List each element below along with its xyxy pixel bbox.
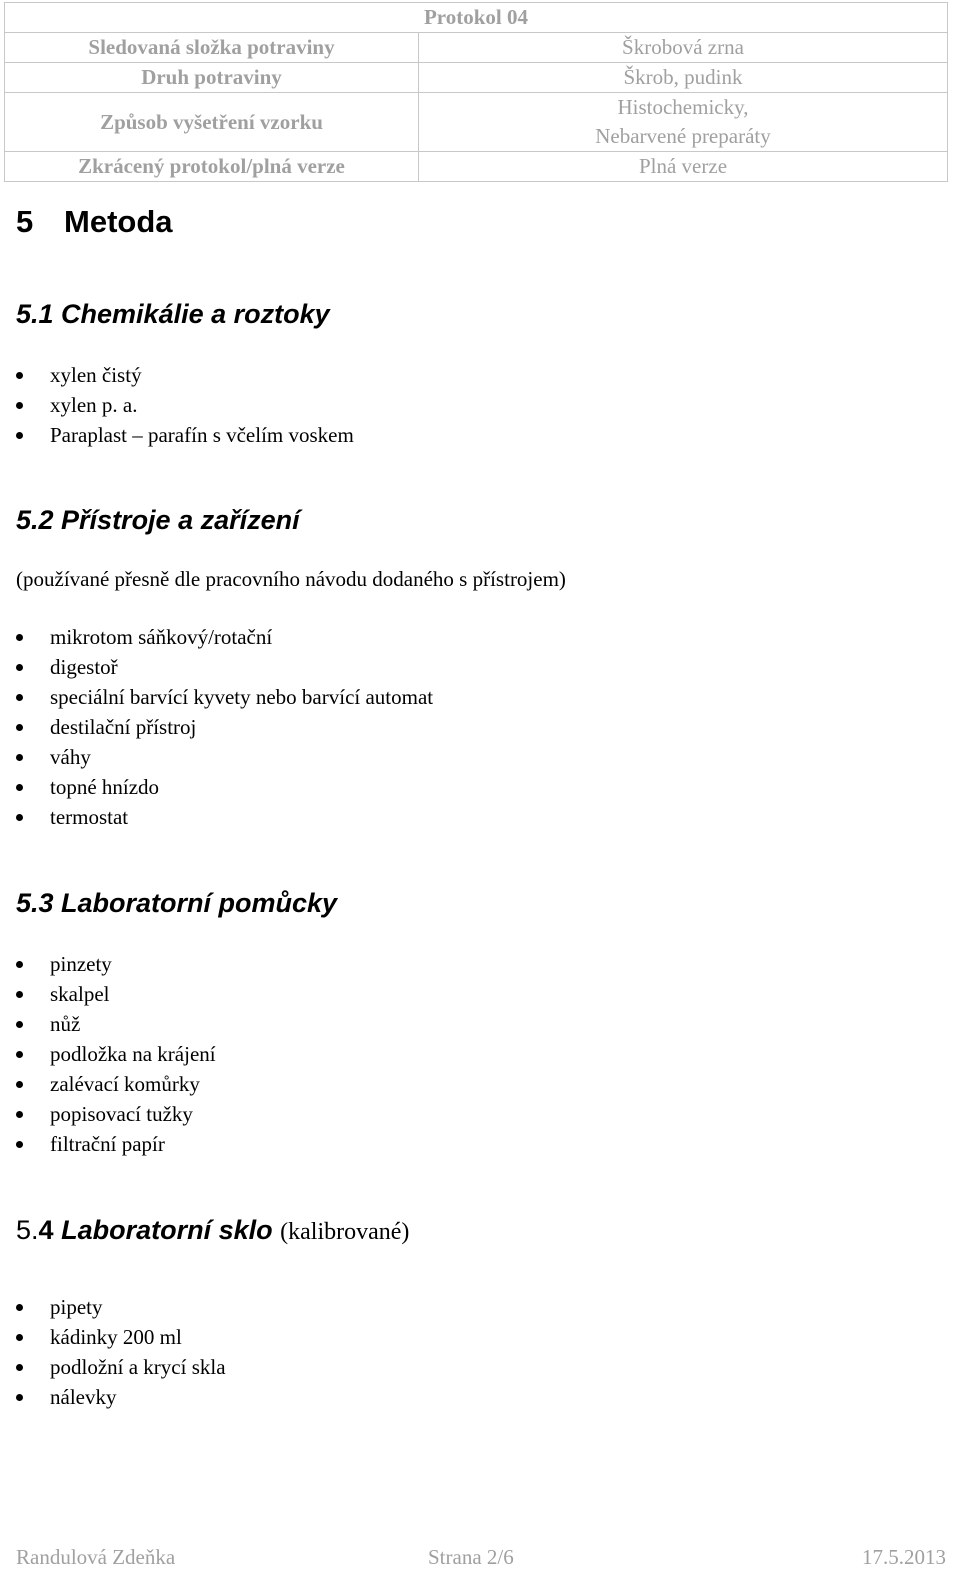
- list-item: pinzety: [0, 949, 216, 979]
- chemicals-list: [0, 360, 354, 450]
- list-item: popisovací tužky: [0, 1099, 216, 1129]
- protocol-title: Protokol 04: [5, 3, 948, 33]
- list-item: xylen p. a.: [0, 390, 354, 420]
- footer-page-number: Strana 2/6: [428, 1545, 514, 1569]
- subsection-heading-chemicals: 5.1 Chemikálie a roztoky: [16, 299, 330, 329]
- footer-date: 17.5.2013: [862, 1545, 946, 1569]
- section-title: Metoda: [64, 204, 173, 239]
- list-item: zalévací komůrky: [0, 1069, 216, 1099]
- list-item: destilační přístroj: [0, 712, 433, 742]
- list-item: nálevky: [0, 1382, 226, 1412]
- header-label-component: Sledovaná složka potraviny: [5, 33, 419, 63]
- list-item: skalpel: [0, 979, 216, 1009]
- header-value-method-line1: Histochemicky,: [617, 95, 749, 119]
- header-label-version: Zkrácený protokol/plná verze: [5, 152, 419, 182]
- list-item: podložka na krájení: [0, 1039, 216, 1069]
- section-number: 5: [16, 204, 34, 239]
- protocol-header-table: [4, 2, 948, 182]
- header-label-method: Způsob vyšetření vzorku: [5, 93, 419, 152]
- list-item: Paraplast – parafín s včelím voskem: [0, 420, 354, 450]
- header-label-food-type: Druh potraviny: [5, 63, 419, 93]
- list-item: speciální barvící kyvety nebo barvící automat: [0, 682, 433, 712]
- list-item: topné hnízdo: [0, 772, 433, 802]
- subsection-number-digit: 4: [38, 1215, 54, 1245]
- list-item: digestoř: [0, 652, 433, 682]
- subsection-note: (kalibrované): [280, 1219, 410, 1245]
- subsection-heading-instruments: 5.2 Přístroje a zařízení: [16, 505, 300, 535]
- list-item: xylen čistý: [0, 360, 354, 390]
- instruments-list: [0, 622, 433, 832]
- subsection-number: 5.: [16, 1215, 39, 1245]
- list-item: termostat: [0, 802, 433, 832]
- subsection-heading-lab-tools: 5.3 Laboratorní pomůcky: [16, 888, 338, 918]
- list-item: podložní a krycí skla: [0, 1352, 226, 1382]
- lab-tools-list: [0, 949, 216, 1159]
- footer-author: Randulová Zdeňka: [16, 1545, 176, 1569]
- header-value-method: [419, 93, 948, 152]
- list-item: kádinky 200 ml: [0, 1322, 226, 1352]
- lab-glass-list: [0, 1292, 226, 1412]
- subsection-heading-lab-glass: [16, 1212, 409, 1250]
- list-item: nůž: [0, 1009, 216, 1039]
- header-value-method-line2: Nebarvené preparáty: [595, 124, 771, 148]
- header-value-version: Plná verze: [419, 152, 948, 182]
- section-heading: [16, 202, 173, 242]
- list-item: váhy: [0, 742, 433, 772]
- header-value-food-type: Škrob, pudink: [419, 63, 948, 93]
- list-item: filtrační papír: [0, 1129, 216, 1159]
- list-item: pipety: [0, 1292, 226, 1322]
- subsection-title: Laboratorní sklo: [61, 1215, 273, 1245]
- instruments-intro: (používané přesně dle pracovního návodu dodaného s přístrojem): [16, 567, 566, 591]
- list-item: mikrotom sáňkový/rotační: [0, 622, 433, 652]
- header-value-component: Škrobová zrna: [419, 33, 948, 63]
